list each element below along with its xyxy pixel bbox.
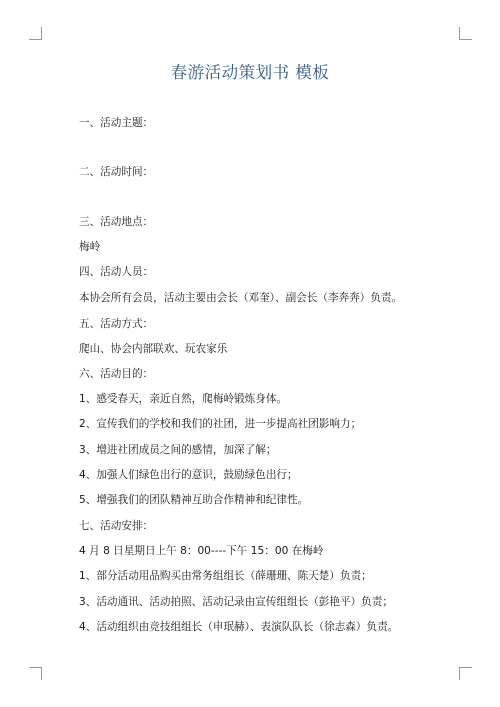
section-heading-people: 四、活动人员：	[79, 266, 154, 278]
method-text: 爬山、协会内部联欢、玩农家乐	[79, 343, 228, 355]
purpose-item-2: 2、宣传我们的学校和我们的社团，进一步提高社团影响力；	[79, 418, 362, 430]
crop-mark-bottom-left	[29, 667, 42, 680]
schedule-item-3: 3、活动通讯、活动拍照、活动记录由宣传组组长（彭艳平）负责；	[79, 596, 393, 608]
document-title: 春游活动策划书 模板	[170, 63, 330, 82]
section-heading-schedule: 七、活动安排：	[79, 520, 154, 532]
section-heading-theme: 一、活动主题：	[79, 117, 154, 129]
section-heading-location: 三、活动地点：	[79, 216, 154, 228]
crop-mark-top-left	[29, 27, 42, 40]
section-heading-time: 二、活动时间：	[79, 166, 154, 178]
purpose-item-1: 1、感受春天，亲近自然，爬梅岭锻炼身体。	[79, 393, 288, 405]
purpose-item-3: 3、增进社团成员之间的感情，加深了解；	[79, 444, 277, 456]
purpose-item-5: 5、增强我们的团队精神互助合作精神和纪律性。	[79, 494, 309, 506]
schedule-item-1: 1、部分活动用品购买由常务组组长（薛珊珊、陈天楚）负责；	[79, 570, 372, 582]
section-heading-purpose: 六、活动目的：	[79, 368, 154, 380]
location-text: 梅岭	[79, 241, 101, 253]
schedule-date: 4 月 8 日星期日上午 8：00----下午 15：00 在梅岭	[79, 545, 324, 557]
people-text: 本协会所有会员，活动主要由会长（邓奎）、副会长（李奔奔）负责。	[79, 292, 403, 304]
purpose-item-4: 4、加强人们绿色出行的意识，鼓励绿色出行；	[79, 469, 298, 481]
crop-mark-bottom-right	[459, 667, 472, 680]
section-heading-method: 五、活动方式：	[79, 318, 154, 330]
crop-mark-top-right	[459, 27, 472, 40]
schedule-item-4: 4、活动组织由竞技组组长（申珉赫）、表演队队长（徐志森）负责。	[79, 621, 399, 633]
